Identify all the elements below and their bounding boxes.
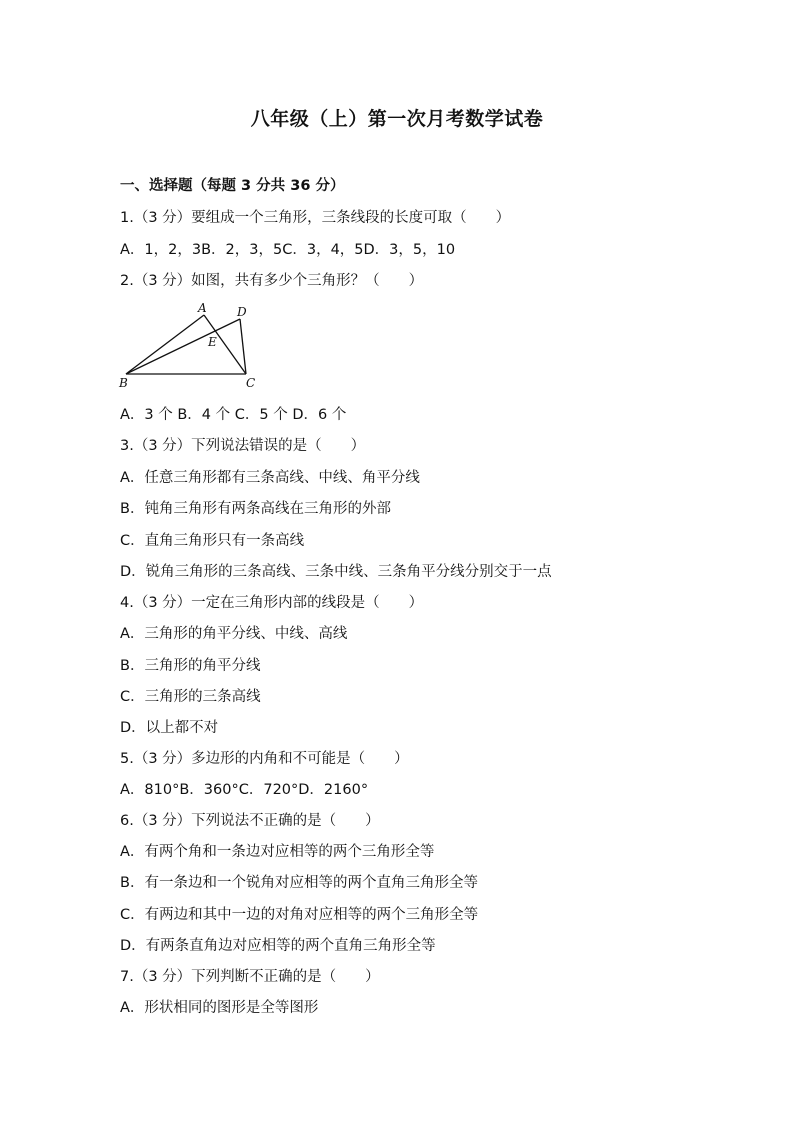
question-6-option-d: D．有两条直角边对应相等的两个直角三角形全等	[120, 938, 436, 954]
question-1-options: A．1，2，3B．2，3，5C．3，4，5D．3，5，10	[120, 242, 456, 258]
question-2-options: A．3 个 B．4 个 C．5 个 D．6 个	[120, 407, 347, 423]
question-3-option-b: B．钝角三角形有两条高线在三角形的外部	[120, 501, 391, 517]
question-6-option-a: A．有两个角和一条边对应相等的两个三角形全等	[120, 844, 435, 860]
question-4-option-c: C．三角形的三条高线	[120, 689, 261, 705]
question-6: 6.（3 分）下列说法不正确的是（ ）	[120, 813, 380, 829]
segment-BA	[126, 315, 204, 374]
label-D: D	[237, 305, 247, 319]
question-3-option-d: D．锐角三角形的三条高线、三条中线、三条角平分线分别交于一点	[120, 564, 552, 580]
label-E: E	[208, 335, 217, 349]
question-4-option-b: B．三角形的角平分线	[120, 658, 261, 674]
segment-BD	[126, 319, 240, 374]
question-5-options: A．810°B．360°C．720°D．2160°	[120, 782, 369, 798]
question-5: 5.（3 分）多边形的内角和不可能是（ ）	[120, 751, 409, 767]
question-4-option-a: A．三角形的角平分线、中线、高线	[120, 626, 348, 642]
question-3: 3.（3 分）下列说法错误的是（ ）	[120, 438, 366, 454]
question-7-option-a: A．形状相同的图形是全等图形	[120, 1000, 319, 1016]
question-3-option-c: C．直角三角形只有一条高线	[120, 533, 305, 549]
section-heading: 一、选择题（每题 3 分共 36 分）	[120, 178, 345, 194]
question-6-option-b: B．有一条边和一个锐角对应相等的两个直角三角形全等	[120, 875, 478, 891]
question-1: 1.（3 分）要组成一个三角形，三条线段的长度可取（ ）	[120, 210, 511, 226]
question-7: 7.（3 分）下列判断不正确的是（ ）	[120, 969, 380, 985]
question-4-option-d: D．以上都不对	[120, 720, 219, 736]
label-C: C	[246, 376, 256, 390]
question-4: 4.（3 分）一定在三角形内部的线段是（ ）	[120, 595, 424, 611]
question-3-option-a: A．任意三角形都有三条高线、中线、角平分线	[120, 470, 420, 486]
page-title: 八年级（上）第一次月考数学试卷	[250, 108, 544, 130]
question-2: 2.（3 分）如图，共有多少个三角形？（ ）	[120, 273, 424, 289]
question-6-option-c: C．有两边和其中一边的对角对应相等的两个三角形全等	[120, 907, 479, 923]
label-A: A	[198, 301, 207, 315]
label-B: B	[119, 376, 128, 390]
triangle-figure	[118, 300, 268, 392]
